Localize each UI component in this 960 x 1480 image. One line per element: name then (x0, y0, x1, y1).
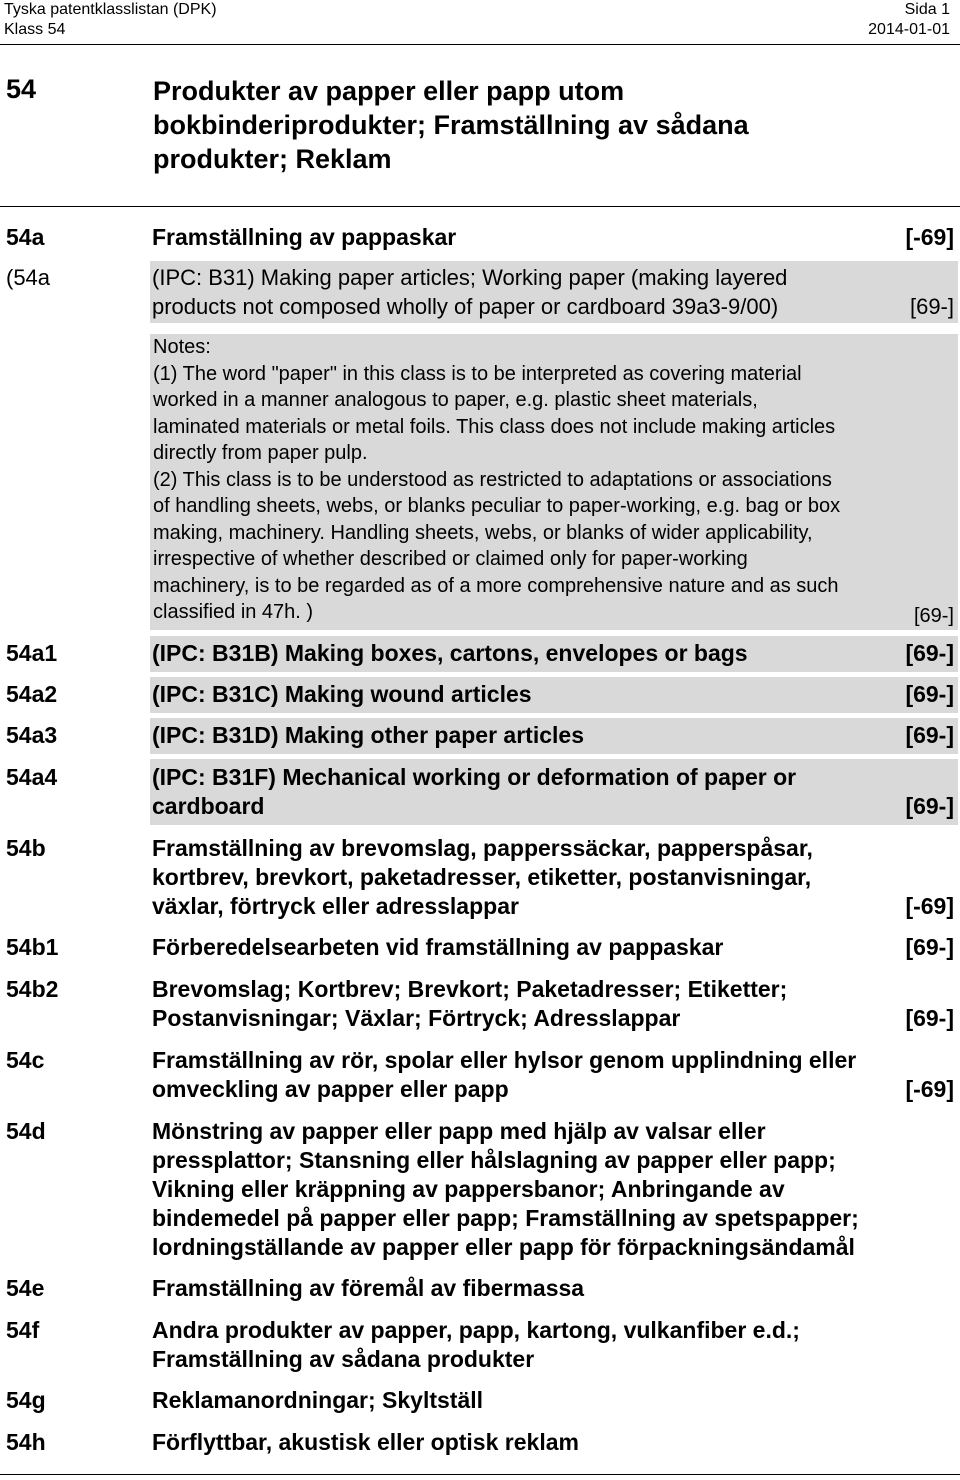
entry-text: Framställning av föremål av fibermassa (152, 1275, 585, 1301)
entry-code: 54g (6, 1387, 46, 1413)
entry-text-line: products not composed wholly of paper or cardboard 39a3-9/00) (152, 294, 779, 319)
entry-period: [69-] (905, 640, 954, 666)
entry-code: 54c (6, 1047, 45, 1073)
entry-period: [69-] (909, 294, 954, 319)
class-title-line: produkter; Reklam (153, 144, 392, 174)
notes-period: [69-] (913, 605, 954, 627)
notes-line: irrespective of whether described or claimed only for paper-working (153, 548, 748, 570)
entry-code: 54h (6, 1429, 46, 1455)
entry-code: 54a4 (6, 764, 58, 790)
notes-box (150, 334, 958, 630)
entry-period: [69-] (905, 1005, 954, 1031)
entry-period: [69-] (905, 681, 954, 707)
entry-code: (54a (6, 265, 51, 290)
notes-heading: Notes: (153, 336, 211, 358)
entry-text (152, 263, 912, 321)
entry-code: 54d (6, 1118, 46, 1144)
entry-text: (IPC: B31D) Making other paper articles (152, 722, 584, 748)
entry-code: 54b2 (6, 976, 59, 1002)
document-title: Tyska patentklasslistan (DPK) (4, 1, 217, 18)
title-divider (0, 206, 960, 207)
entry-text-line: Framställning av brevomslag, papperssäckar, papperspåsar, (152, 835, 813, 861)
entry-code: 54a1 (6, 640, 58, 666)
entry-text-line: Vikning eller kräppning av pappersbanor; Anbringande av (152, 1176, 785, 1202)
entry-text: (IPC: B31B) Making boxes, cartons, envelopes or bags (152, 640, 748, 666)
header-right (868, 0, 950, 40)
notes-line: machinery, is to be regarded as of a more comprehensive nature and as such (153, 574, 839, 597)
entry-code: 54a (6, 224, 45, 250)
entry-text-line: (IPC: B31F) Mechanical working or deformation of paper or (152, 764, 797, 790)
entry-text-line: Mönstring av papper eller papp med hjälp av valsar eller (152, 1118, 766, 1144)
entry-period: [69-] (905, 934, 954, 960)
entry-text (152, 834, 892, 921)
entry-period: [-69] (905, 1076, 954, 1102)
entry-text-line: växlar, förtryck eller adresslappar (152, 893, 519, 919)
entry-code: 54a2 (6, 681, 58, 707)
entry-period: [69-] (905, 722, 954, 748)
entry-text (152, 1316, 892, 1374)
notes-text (153, 334, 840, 626)
entry-code: 54b1 (6, 934, 59, 960)
entry-text-line: bindemedel på papper eller papp; Framställning av spetspapper; (152, 1205, 859, 1231)
entry-text (152, 1046, 942, 1104)
entry-text-line: cardboard (152, 793, 265, 819)
header-left (4, 0, 217, 40)
page-number: Sida 1 (904, 1, 950, 18)
class-title (153, 74, 913, 176)
entry-text: Förberedelsearbeten vid framställning av pappaskar (152, 934, 724, 960)
entry-period: [69-] (905, 793, 954, 819)
class-label: Klass 54 (4, 21, 66, 38)
document-date: 2014-01-01 (868, 21, 950, 38)
entry-code: 54f (6, 1317, 40, 1343)
entry-text-line: Framställning av sådana produkter (152, 1346, 535, 1372)
entry-text-line: Framställning av rör, spolar eller hylsor genom upplindning eller (152, 1047, 857, 1073)
entry-text-line: Postanvisningar; Växlar; Förtryck; Adresslappar (152, 1005, 681, 1031)
entry-code: 54e (6, 1275, 45, 1301)
entry-text-line: lordningställande av papper eller papp för förpackningsändamål (152, 1234, 855, 1260)
notes-line: of handling sheets, webs, or blanks peculiar to paper-working, e.g. bag or box (153, 495, 841, 517)
class-code: 54 (6, 74, 37, 104)
entry-code: 54b (6, 835, 46, 861)
entry-period: [-69] (905, 893, 954, 919)
entry-text (152, 975, 892, 1033)
notes-line: worked in a manner analogous to paper, e.g. plastic sheet materials, (153, 389, 758, 411)
entry-text (152, 1117, 942, 1262)
notes-line: laminated materials or metal foils. This class does not include making articles (153, 415, 836, 438)
notes-line: directly from paper pulp. (153, 442, 368, 464)
entry-text-line: pressplattor; Stansning eller hålslagning av papper eller papp; (152, 1147, 836, 1173)
notes-line: (1) The word "paper" in this class is to be interpreted as covering material (153, 362, 802, 385)
entry-code: 54a3 (6, 722, 58, 748)
class-title-line: bokbinderiprodukter; Framställning av sådana (153, 110, 749, 140)
header-divider (0, 44, 960, 45)
notes-line: classified in 47h. ) (153, 601, 314, 623)
entry-text-line: Andra produkter av papper, papp, kartong, vulkanfiber e.d.; (152, 1317, 800, 1343)
class-title-line: Produkter av papper eller papp utom (153, 76, 625, 106)
page-header (0, 0, 960, 40)
notes-line: (2) This class is to be understood as restricted to adaptations or associations (153, 468, 832, 491)
entry-text: Framställning av pappaskar (152, 224, 457, 250)
entry-text-line: omveckling av papper eller papp (152, 1076, 509, 1102)
entry-text: Reklamanordningar; Skyltställ (152, 1387, 484, 1413)
entry-text-line: (IPC: B31) Making paper articles; Working paper (making layered (152, 265, 788, 290)
notes-line: making, machinery. Handling sheets, webs, or blanks of wider applicability, (153, 521, 813, 544)
entry-text-line: Brevomslag; Kortbrev; Brevkort; Paketadresser; Etiketter; (152, 976, 788, 1002)
entry-text: Förflyttbar, akustisk eller optisk reklam (152, 1429, 579, 1455)
footer-divider (0, 1474, 960, 1475)
entry-period: [-69] (905, 224, 954, 250)
entry-text (152, 763, 892, 821)
entry-text-line: kortbrev, brevkort, paketadresser, etiketter, postanvisningar, (152, 864, 812, 890)
entry-text: (IPC: B31C) Making wound articles (152, 681, 532, 707)
